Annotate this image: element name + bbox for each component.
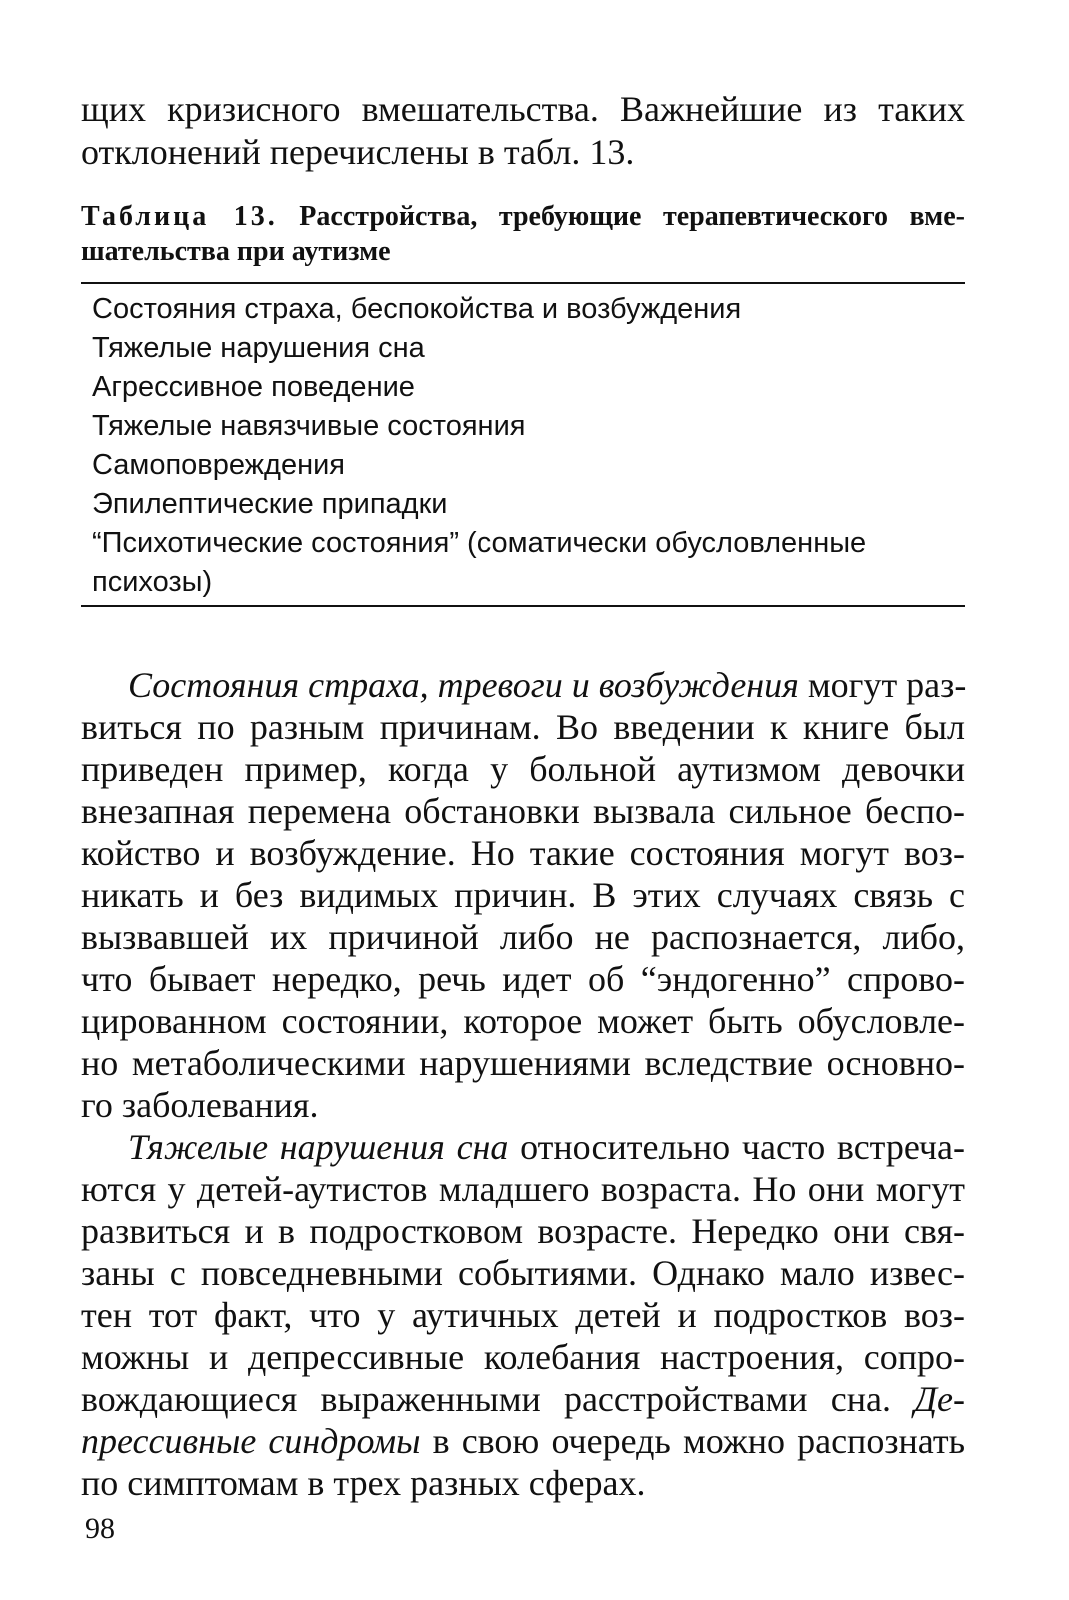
para2-line-3: развиться и в подростковом возрасте. Нередко они свя- [81, 1211, 965, 1251]
para1-line-4: внезапная перемена обстановки вызвала сильное беспо- [81, 791, 965, 831]
table-row: Состояния страха, беспокойства и возбуждения [92, 293, 742, 325]
para1-emphasis: Состояния страха, тревоги и возбуждения [128, 665, 799, 705]
para1-line-5: койство и возбуждение. Но такие состояния могут воз- [81, 833, 965, 873]
table-rows [92, 290, 952, 602]
table-row: “Психотические состояния” (соматически обусловленные психозы) [92, 527, 867, 598]
para1-line-1: Состояния страха, тревоги и возбуждения могут раз- [128, 665, 967, 705]
table-top-rule [81, 282, 965, 284]
page-number: 98 [85, 1512, 115, 1545]
table-bottom-rule [81, 605, 965, 607]
table-row: Тяжелые навязчивые состояния [92, 410, 526, 442]
table-caption-title: Расстройства, требующие терапевтического вме- [299, 201, 965, 232]
para1-line-10: но метаболическими нарушениями вследствие основно- [81, 1043, 965, 1083]
intro-line-2: отклонений перечислены в табл. 13. [81, 132, 635, 172]
para2-line-2: ются у детей-аутистов младшего возраста. Но они могут [81, 1169, 965, 1209]
table-caption-line-1 [81, 199, 965, 235]
para2-emphasis-3: прессивные синдромы [81, 1421, 421, 1461]
para2-emphasis: Тяжелые нарушения сна [128, 1127, 509, 1167]
para2-line-7: вождающиеся выраженными расстройствами сна. Де- [81, 1379, 965, 1419]
table-row: Эпилептические припадки [92, 488, 448, 520]
para1-line-7: вызвавшей их причиной либо не распознается, либо, [81, 917, 965, 957]
table-row: Самоповреждения [92, 449, 345, 481]
table-row: Агрессивное поведение [92, 371, 415, 403]
para2-emphasis-2: Де- [914, 1379, 965, 1419]
para2-line-5: тен тот факт, что у аутичных детей и подростков воз- [81, 1295, 965, 1335]
para1-line-8: что бывает нередко, речь идет об “эндогенно” спрово- [81, 959, 965, 999]
para2-line-6: можны и депрессивные колебания настроения, сопро- [81, 1337, 965, 1377]
para1-line-6: никать и без видимых причин. В этих случаях связь с [81, 875, 965, 915]
para1-line-3: приведен пример, когда у больной аутизмом девочки [81, 749, 965, 789]
para2-line-4: заны с повседневными событиями. Однако мало извес- [81, 1253, 965, 1293]
para2-line-8: прессивные синдромы в свою очередь можно распознать [81, 1421, 965, 1461]
para1-line-9: цированном состоянии, которое может быть обусловле- [81, 1001, 965, 1041]
para1-line-11: го заболевания. [81, 1085, 319, 1125]
table-caption-line-2: шательства при аутизме [81, 236, 391, 267]
table-row: Тяжелые нарушения сна [92, 332, 425, 364]
intro-line-1: щих кризисного вмешательства. Важнейшие из таких [81, 89, 965, 129]
para2-line-1: Тяжелые нарушения сна относительно часто встреча- [128, 1127, 965, 1167]
para1-line-2: виться по разным причинам. Во введении к книге был [81, 707, 965, 747]
table-caption-label: Таблица 13. [81, 201, 278, 232]
para2-line-9: по симптомам в трех разных сферах. [81, 1463, 646, 1503]
